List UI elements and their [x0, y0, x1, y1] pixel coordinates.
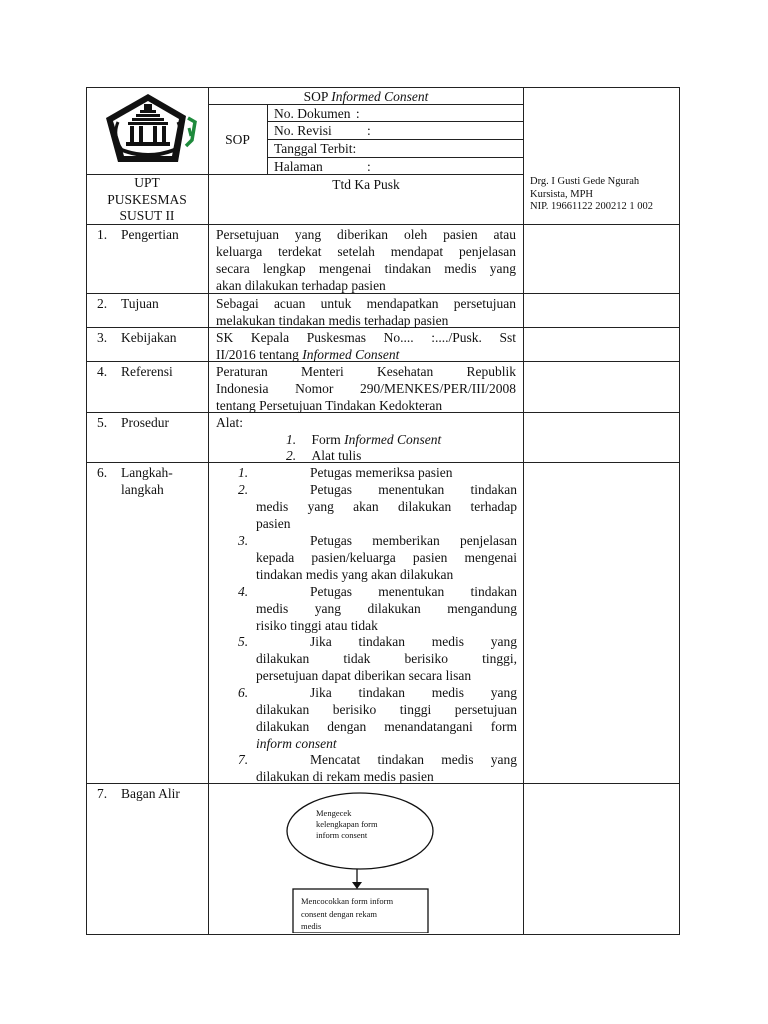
row-kebijakan-text [216, 329, 516, 363]
field-label: Halaman [274, 159, 323, 174]
kebijakan-prefix: II/2016 tentang [216, 347, 303, 362]
ellipse-text [316, 808, 378, 841]
step-line: pasien [256, 516, 291, 531]
step-num: 3. [238, 533, 249, 548]
field-sep: : [367, 123, 371, 138]
step-line: dilakukan tidak berisiko tinggi, [256, 651, 517, 666]
field-tanggal-terbit [274, 140, 356, 157]
step-num: 2. [238, 482, 249, 497]
row-label: Pengertian [121, 227, 179, 242]
row-num: 5. [97, 415, 108, 430]
field-sep: : [352, 141, 357, 156]
column-divider-side [523, 87, 524, 935]
table-border-right [679, 87, 680, 935]
step-num: 1. [238, 465, 249, 480]
signer-name: Drg. I Gusti Gede Ngurah [530, 176, 640, 187]
signer-title: Kursista, MPH [530, 188, 594, 200]
step-num: 6. [238, 685, 249, 700]
row-bagan-label [97, 785, 180, 802]
row-prosedur-label [97, 414, 169, 431]
step-line: Jika tindakan medis yang [310, 685, 517, 700]
sop-title-italic: Informed Consent [331, 89, 429, 104]
box-line: consent dengan rekam [301, 908, 377, 919]
step-line: Petugas memeriksa pasien [310, 465, 453, 480]
row-pengertian-text [216, 226, 516, 294]
row-label: Bagan Alir [121, 786, 180, 801]
logo-emblem-icon [100, 92, 200, 167]
row-num: 3. [97, 330, 108, 345]
kebijakan-italic: Informed Consent [302, 347, 400, 362]
step-line: inform consent [256, 736, 337, 751]
step-line: Petugas menentukan tindakan [310, 482, 517, 497]
row-num: 1. [97, 227, 108, 242]
step-line: tindakan medis yang akan dilakukan [256, 567, 454, 582]
step-line: Jika tindakan medis yang [310, 634, 517, 649]
step-line: dilakukan dengan menandatangani form [256, 719, 517, 734]
field-no-dokumen [274, 105, 360, 122]
item-num: 1. [286, 432, 297, 447]
flowchart [280, 788, 440, 933]
sop-title [208, 88, 524, 105]
table-border-bottom [86, 934, 680, 935]
step-line: medis yang dilakukan mengandung [256, 601, 517, 616]
item-prefix: Alat tulis [311, 448, 362, 463]
row-num: 7. [97, 786, 108, 801]
field-no-revisi [274, 122, 371, 139]
org-line: UPT [134, 175, 160, 190]
box-line: Mencocokkan form inform [301, 896, 394, 906]
item-italic: Informed Consent [344, 432, 442, 447]
step-line: Mencatat tindakan medis yang [310, 752, 517, 767]
step-line: medis yang akan dilakukan terhadap [256, 499, 517, 514]
row-num: 2. [97, 296, 108, 311]
row-num: 4. [97, 364, 108, 379]
step-line: kepada pasien/keluarga pasien mengenai [256, 550, 517, 565]
step-line: Petugas memberikan penjelasan [310, 533, 517, 548]
org-line: PUSKESMAS [107, 191, 187, 207]
step-line: dilakukan berisiko tinggi persetujuan [256, 702, 517, 717]
row-langkah-label [97, 464, 173, 497]
prosedur-intro: Alat: [216, 415, 243, 430]
text-line: Indonesia Nomor 290/MENKES/PER/III/2008 [216, 381, 516, 396]
signer-block [530, 176, 653, 214]
row-kebijakan-label [97, 329, 177, 346]
text-line: melakukan tindakan medis terhadap pasien [216, 313, 449, 328]
row-pengertian-label [97, 226, 179, 243]
sign-label: Ttd Ka Pusk [332, 177, 400, 192]
signer-nip: NIP. 19661122 200212 1 002 [530, 201, 653, 212]
ellipse-line: inform consent [316, 830, 368, 840]
row-referensi-label [97, 363, 173, 380]
text-line: secara lengkap mengenai tindakan medis yang [216, 261, 516, 276]
text-line [216, 346, 516, 363]
row-label: Langkah- [121, 465, 173, 480]
row-label: Tujuan [121, 296, 159, 311]
prosedur-item-2 [286, 447, 361, 464]
step-num: 7. [238, 752, 249, 767]
row-tujuan-label [97, 295, 159, 312]
row-referensi-text [216, 363, 516, 414]
row-num: 6. [97, 465, 108, 480]
step-line: risiko tinggi atau tidak [256, 618, 378, 633]
sop-label: SOP [225, 132, 250, 147]
ellipse-line: kelengkapan form [316, 819, 378, 829]
step-num: 4. [238, 584, 249, 599]
field-sep: : [355, 106, 360, 121]
field-label: Tanggal Terbit [274, 141, 353, 156]
step-num: 5. [238, 634, 249, 649]
text-line: Persetujuan yang diberikan oleh pasien atau [216, 227, 516, 242]
row-label: Referensi [121, 364, 173, 379]
field-sep: : [367, 159, 371, 174]
org-name [86, 175, 208, 225]
step-line: Petugas menentukan tindakan [310, 584, 517, 599]
row-label: langkah [121, 482, 164, 497]
text-line: Peraturan Menteri Kesehatan Republik [216, 364, 516, 379]
ellipse-line: Mengecek [316, 808, 352, 818]
text-line: Sebagai acuan untuk mendapatkan persetujuan [216, 296, 516, 311]
row-line-langkah [86, 462, 680, 463]
box-text [301, 895, 393, 933]
flow-arrowhead [352, 882, 362, 889]
sop-title-prefix: SOP [303, 89, 332, 104]
row-tujuan-text [216, 295, 516, 329]
text-line: akan dilakukan terhadap pasien [216, 278, 386, 293]
field-halaman [274, 158, 371, 175]
item-num: 2. [286, 448, 297, 463]
puskesmas-logo [100, 92, 200, 167]
field-label: No. Revisi [274, 123, 332, 138]
text-line: keluarga terdekat setelah mendapat penjelasan [216, 244, 516, 259]
prosedur-item-1 [286, 431, 441, 448]
row-label: Prosedur [121, 415, 169, 430]
field-label: No. Dokumen [274, 106, 351, 121]
text-line: SK Kepala Puskesmas No.... :..../Pusk. Sst [216, 330, 516, 345]
row-label: Kebijakan [121, 330, 177, 345]
org-line: SUSUT II [119, 208, 175, 223]
step-line: persetujuan dapat diberikan secara lisan [256, 668, 472, 683]
column-divider-label [208, 87, 209, 935]
step-line: dilakukan di rekam medis pasien [256, 769, 434, 784]
item-prefix: Form [311, 432, 345, 447]
text-line: tentang Persetujuan Tindakan Kedokteran [216, 398, 443, 413]
box-line: medis [301, 921, 322, 931]
